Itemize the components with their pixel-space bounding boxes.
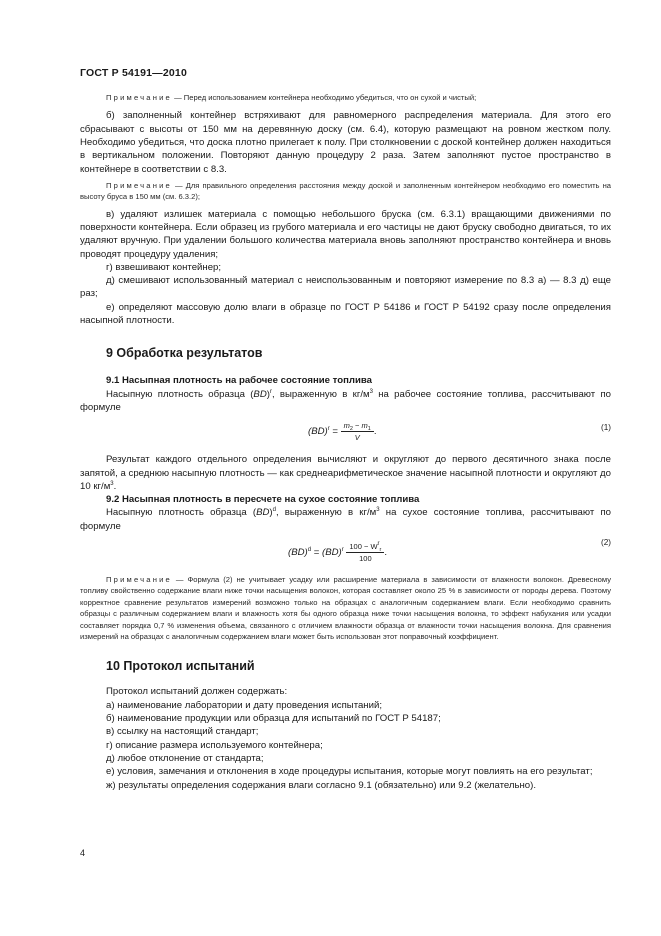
fraction-numerator bbox=[346, 542, 384, 553]
subscript: r bbox=[379, 547, 382, 554]
text-run: Результат каждого отдельного определения вычисляют и округляют до первого десятичного знака после запятой, а среднюю насыпную плотность — как среднеарифметическое значение насыпной плотности и округляют до 10 кг/м bbox=[80, 454, 611, 492]
text-run: . bbox=[113, 480, 117, 492]
text-run: Насыпную плотность образца ( bbox=[106, 507, 257, 519]
text-run: на сухое состояние топлива, рассчитывают по формуле bbox=[80, 507, 611, 532]
formula-term: m bbox=[361, 421, 368, 431]
paragraph-e: е) определяют массовую долю влаги в образце по ГОСТ Р 54186 и ГОСТ Р 54192 сразу после определения насыпной плотности. bbox=[80, 301, 611, 327]
superscript: r bbox=[327, 426, 330, 433]
formula-operator: = bbox=[311, 547, 322, 559]
list-item: в) ссылку на настоящий стандарт; bbox=[106, 726, 259, 738]
note-label: Примечание bbox=[106, 93, 172, 102]
paragraph-v: в) удаляют излишек материала с помощью небольшого бруска (см. 6.3.1) вращающими движениями по поверхности контейнера. Если образец из грубого материала и его частицы не дают бруску свободно двигаться, то их удаляют вручную. При удалении большого количества материала вновь заполняют пространство контейнера и вновь проводят процедуру удаления; bbox=[80, 208, 611, 260]
page-header: ГОСТ Р 54191—2010 bbox=[80, 67, 188, 79]
text-run: ) bbox=[266, 388, 270, 400]
list-item: д) любое отклонение от стандарта; bbox=[106, 752, 264, 764]
note-text: — Для правильного определения расстояния между доской и заполненным контейнером необходимо его поместить на высоту бруса в 150 мм (см. 6.3.2); bbox=[80, 180, 611, 202]
section-10-title: 10 Протокол испытаний bbox=[106, 659, 255, 674]
list-item: а) наименование лаборатории и дату проведения испытаний; bbox=[106, 699, 382, 711]
item-g: г) взвешивают контейнер; bbox=[106, 261, 222, 273]
text-run: на рабочее состояние топлива, рассчитывают по формуле bbox=[80, 388, 611, 413]
formula-number: (1) bbox=[600, 423, 611, 433]
section-10-intro: Протокол испытаний должен содержать: bbox=[106, 686, 288, 698]
note bbox=[80, 92, 611, 103]
page-number: 4 bbox=[80, 848, 86, 858]
superscript: 3 bbox=[369, 388, 373, 395]
superscript: r bbox=[341, 547, 344, 554]
superscript: 3 bbox=[376, 507, 380, 514]
text-run: , выраженную в кг/м bbox=[275, 507, 377, 519]
superscript: r bbox=[377, 541, 380, 548]
note-text: — Формула (2) не учитывает усадку или расширение материала в зависимости от влажности волокон. Древесному топливу свойственно содержание влаги ниже точки насыщения волокон, которая составляет около 25 % в зависимости от породы дерева. Поэтому корректное сравнение результатов измерений возможно только на образцах с аналогичным содержанием влаги. Если необходимо сравнить образцы с различным содержанием влаги и влажность хотя бы одного образца ниже точки насыщения волокна, то эффект набухания или усадки составляет порядка 0,7 % изменения объема, связанного с отличием влажности образца от влажности точки насыщения волокна. Для сравнения измерений на образцах с аналогичным содержанием влаги может быть использован этот поправочный коэффициент. bbox=[80, 575, 611, 642]
formula-term: (BD) bbox=[308, 426, 328, 438]
formula-2-expression bbox=[288, 542, 387, 563]
fraction-numerator bbox=[341, 421, 374, 432]
section-9-2-text bbox=[80, 506, 611, 533]
note-label: Примечание bbox=[106, 180, 172, 190]
formula-term: (BD) bbox=[322, 547, 342, 559]
fraction-denominator: V bbox=[354, 433, 360, 443]
formula-number: (2) bbox=[600, 538, 611, 548]
section-9-2-title: 9.2 Насыпная плотность в пересчете на сухое состояние топлива bbox=[106, 494, 420, 506]
formula-2 bbox=[80, 538, 611, 570]
formula-term: (BD) bbox=[288, 547, 308, 559]
formula-term: m bbox=[343, 421, 350, 431]
formula-1-expression bbox=[308, 421, 377, 442]
superscript: d bbox=[272, 507, 276, 514]
text-run: BD bbox=[253, 388, 267, 400]
note bbox=[80, 574, 611, 642]
result-paragraph bbox=[80, 453, 611, 493]
formula-term: 100 − W bbox=[349, 542, 378, 552]
note-text: — Перед использованием контейнера необходимо убедиться, что он сухой и чистый; bbox=[171, 93, 477, 102]
paragraph-b: б) заполненный контейнер встряхивают для равномерного распределения материала. Для этого его сбрасывают с высоты от 150 мм на деревянную доску (см. 6.4), которую размещают на ровном жестком полу. Необходимо убедиться, что доска плотно прилегает к полу. При столкновении с доской контейнер должен находиться в вертикальном положении. Повторяют данную процедуру 2 раза. Затем заполняют пустое пространство в контейнере в соответствии с 8.3. bbox=[80, 110, 611, 175]
note-label: Примечание bbox=[106, 575, 172, 585]
paragraph-d: д) смешивают использованный материал с неиспользованным и повторяют измерение по 8.3 а) — 8.3 д) еще раз; bbox=[80, 275, 611, 300]
list-item: б) наименование продукции или образца для испытаний по ГОСТ Р 54187; bbox=[106, 713, 441, 725]
section-9-1-title: 9.1 Насыпная плотность на рабочее состояние топлива bbox=[106, 375, 372, 387]
fraction bbox=[341, 421, 374, 442]
superscript: r bbox=[269, 388, 272, 395]
formula-punctuation: . bbox=[373, 426, 377, 438]
superscript: d bbox=[307, 547, 312, 554]
note bbox=[80, 180, 611, 203]
page-content bbox=[80, 92, 611, 792]
formula-operator: = bbox=[329, 426, 341, 438]
fraction-denominator: 100 bbox=[359, 554, 372, 564]
section-9-title: 9 Обработка результатов bbox=[106, 346, 263, 361]
section-9-1-text bbox=[80, 388, 611, 415]
text-run: , выраженную в кг/м bbox=[271, 388, 370, 400]
fraction bbox=[346, 542, 384, 563]
list-item: ж) результаты определения содержания влаги согласно 9.1 (обязательно) или 9.2 (желательно). bbox=[106, 779, 537, 791]
text-run: Насыпную плотность образца ( bbox=[106, 388, 254, 400]
text-run: ) bbox=[269, 507, 273, 519]
subscript: 2 bbox=[349, 426, 353, 433]
subscript: 1 bbox=[367, 426, 371, 433]
formula-1 bbox=[80, 419, 611, 449]
text-run: BD bbox=[256, 507, 270, 519]
superscript: 3 bbox=[110, 480, 114, 487]
list-item: е) условия, замечания и отклонения в ходе процедуры испытания, которые могут повлиять на его результат; bbox=[106, 766, 593, 778]
list-item: г) описание размера используемого контейнера; bbox=[106, 739, 323, 751]
formula-operator: − bbox=[352, 421, 362, 431]
formula-punctuation: . bbox=[384, 547, 388, 559]
